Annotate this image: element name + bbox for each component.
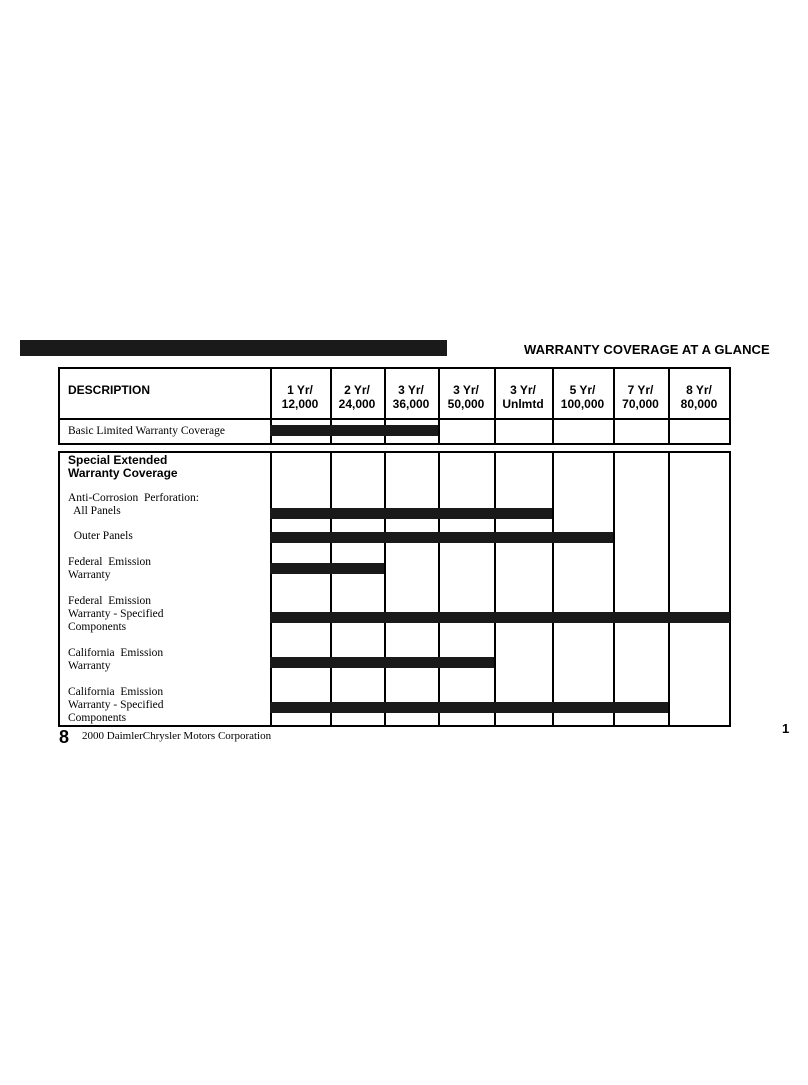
grid-vline-top-4 bbox=[494, 367, 496, 445]
column-header-3 bbox=[384, 383, 438, 411]
special-row-label bbox=[68, 686, 164, 725]
special-row-label bbox=[68, 556, 151, 582]
column-header-6 bbox=[552, 383, 613, 411]
page-number: 8 bbox=[59, 727, 70, 747]
special-row-line: Federal Emission bbox=[68, 595, 152, 607]
right-page-number: 1 bbox=[782, 721, 790, 736]
coverage-bar-6 bbox=[270, 702, 668, 713]
coverage-bar-5 bbox=[270, 657, 494, 668]
column-years: 1 Yr/ bbox=[287, 383, 313, 397]
basic-row-label: Basic Limited Warranty Coverage bbox=[68, 425, 225, 437]
header-rule bbox=[20, 340, 447, 356]
special-row-line: All Panels bbox=[68, 505, 121, 517]
grid-vline-special-4 bbox=[494, 451, 496, 727]
special-row-line: California Emission bbox=[68, 647, 164, 659]
special-row-line: Warranty - Specified bbox=[68, 699, 164, 711]
column-header-7 bbox=[613, 383, 668, 411]
column-miles: 24,000 bbox=[338, 397, 376, 411]
grid-vline-special-6 bbox=[613, 451, 615, 727]
basic-coverage-bar bbox=[270, 425, 438, 436]
column-years: 3 Yr/ bbox=[453, 383, 479, 397]
column-years: 7 Yr/ bbox=[627, 383, 654, 397]
column-miles: Unlmtd bbox=[502, 397, 544, 411]
special-row-label bbox=[68, 530, 133, 543]
special-row-label bbox=[68, 647, 163, 673]
special-row-label bbox=[68, 595, 164, 634]
grid-vline-special-3 bbox=[438, 451, 440, 727]
special-row-line: Warranty bbox=[68, 660, 111, 672]
column-years: 5 Yr/ bbox=[569, 383, 596, 397]
column-header-4 bbox=[438, 383, 494, 411]
column-years: 2 Yr/ bbox=[344, 383, 370, 397]
grid-vline-special-5 bbox=[552, 451, 554, 727]
column-years: 3 Yr/ bbox=[398, 383, 424, 397]
special-row-line: Outer Panels bbox=[68, 530, 133, 542]
column-header-5 bbox=[494, 383, 552, 411]
special-heading bbox=[68, 454, 178, 480]
coverage-bar-2 bbox=[270, 532, 613, 543]
special-row-line: California Emission bbox=[68, 686, 164, 698]
grid-vline-special-1 bbox=[330, 451, 332, 727]
grid-vline-top-5 bbox=[552, 367, 554, 445]
column-miles: 12,000 bbox=[281, 397, 319, 411]
coverage-bar-4 bbox=[270, 612, 730, 623]
special-row-line: Federal Emission bbox=[68, 556, 152, 568]
copyright-text: 2000 DaimlerChrysler Motors Corporation bbox=[82, 730, 272, 742]
grid-vline-top-6 bbox=[613, 367, 615, 445]
special-row-line: Components bbox=[68, 621, 127, 633]
special-row-line: Warranty - Specified bbox=[68, 608, 164, 620]
column-miles: 50,000 bbox=[447, 397, 485, 411]
special-row-label bbox=[68, 492, 199, 518]
column-header-1 bbox=[270, 383, 330, 411]
grid-vline-top-7 bbox=[668, 367, 670, 445]
special-heading-line1: Special Extended bbox=[68, 453, 168, 467]
special-heading-line2: Warranty Coverage bbox=[68, 466, 178, 480]
coverage-bar-1 bbox=[270, 508, 552, 519]
column-miles: 100,000 bbox=[560, 397, 605, 411]
column-miles: 80,000 bbox=[680, 397, 718, 411]
special-row-line: Components bbox=[68, 712, 127, 724]
special-row-line: Warranty bbox=[68, 569, 111, 581]
column-years: 3 Yr/ bbox=[510, 383, 536, 397]
grid-vline-special-0 bbox=[270, 451, 272, 727]
coverage-bar-3 bbox=[270, 563, 384, 574]
grid-vline-special-7 bbox=[668, 451, 670, 727]
column-header-8 bbox=[668, 383, 730, 411]
grid-vline-top-3 bbox=[438, 367, 440, 445]
column-header-2 bbox=[330, 383, 384, 411]
header-divider bbox=[58, 418, 731, 420]
special-row-line: Anti-Corrosion Perforation: bbox=[68, 492, 199, 504]
grid-vline-special-2 bbox=[384, 451, 386, 727]
description-header: DESCRIPTION bbox=[68, 383, 151, 397]
column-years: 8 Yr/ bbox=[686, 383, 712, 397]
page-title: WARRANTY COVERAGE AT A GLANCE bbox=[524, 342, 770, 357]
column-miles: 70,000 bbox=[622, 397, 659, 411]
column-miles: 36,000 bbox=[392, 397, 430, 411]
